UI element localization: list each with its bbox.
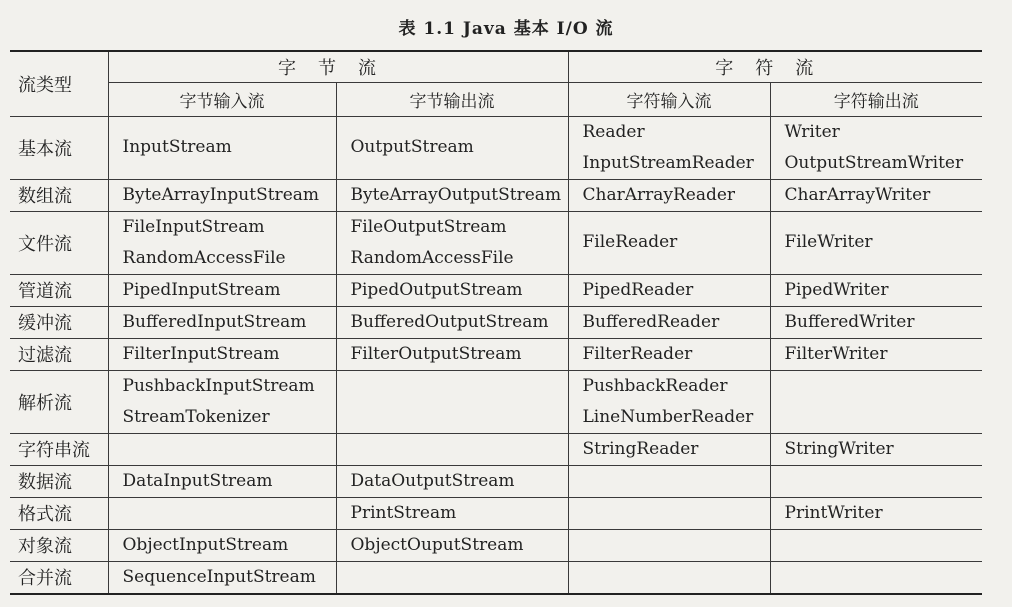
byte-input-cell: [108, 561, 336, 594]
char-output-cell: [770, 274, 982, 306]
byte-input-cell: [108, 211, 336, 274]
table-row: [10, 465, 982, 497]
byte-output-cell: [336, 497, 568, 529]
header-char-output: 字符输出流: [770, 82, 982, 116]
byte-input-cell: [108, 497, 336, 529]
char-output-cell: [770, 370, 982, 433]
char-output-cell: [770, 497, 982, 529]
table-row: [10, 433, 982, 465]
table-row: [10, 497, 982, 529]
class-name: BufferedWriter: [784, 311, 915, 332]
byte-output-cell: [336, 179, 568, 211]
class-name: FileOutputStream: [350, 216, 507, 237]
table-row: [10, 370, 982, 433]
stream-type-cell: 对象流: [10, 529, 108, 561]
byte-output-cell: [336, 465, 568, 497]
byte-output-cell: [336, 529, 568, 561]
class-name: InputStream: [122, 137, 232, 157]
class-name: PipedOutputStream: [350, 279, 523, 300]
class-name: SequenceInputStream: [122, 566, 316, 587]
header-byte-input: 字节输入流: [108, 82, 336, 116]
header-stream-type: 流类型: [10, 51, 108, 116]
char-input-cell: [568, 433, 770, 465]
byte-input-cell: [108, 433, 336, 465]
table-row: [10, 306, 982, 338]
char-input-cell: [568, 274, 770, 306]
char-output-cell: [770, 433, 982, 465]
char-input-cell: [568, 465, 770, 497]
header-char-streams: 字符流: [568, 51, 982, 82]
class-name: FilterReader: [582, 343, 693, 364]
char-input-cell: [568, 497, 770, 529]
char-input-cell: [568, 211, 770, 274]
byte-input-cell: [108, 179, 336, 211]
byte-output-cell: [336, 370, 568, 433]
header-row-directions: [10, 82, 982, 116]
header-row-groups: [10, 51, 982, 82]
char-input-cell: [568, 338, 770, 370]
class-name: DataOutputStream: [350, 470, 515, 491]
char-output-cell: [770, 306, 982, 338]
stream-type-cell: 字符串流: [10, 433, 108, 465]
char-output-cell: [770, 338, 982, 370]
class-name: PushbackInputStream: [122, 375, 315, 396]
class-name: ByteArrayOutputStream: [350, 184, 562, 205]
class-name: RandomAccessFile: [350, 247, 514, 268]
class-name: FilterOutputStream: [350, 343, 522, 364]
class-name: BufferedInputStream: [122, 311, 307, 332]
char-input-cell: [568, 529, 770, 561]
byte-output-cell: [336, 433, 568, 465]
stream-type-cell: 数组流: [10, 179, 108, 211]
char-output-cell: [770, 561, 982, 594]
char-input-cell: [568, 561, 770, 594]
stream-type-cell: 格式流: [10, 497, 108, 529]
class-name: InputStreamReader: [582, 152, 754, 173]
byte-input-cell: [108, 338, 336, 370]
byte-output-cell: [336, 338, 568, 370]
stream-type-cell: 管道流: [10, 274, 108, 306]
stream-type-cell: 基本流: [10, 116, 108, 179]
class-name: BufferedReader: [582, 311, 720, 332]
class-name: StreamTokenizer: [122, 406, 270, 427]
table-row: [10, 529, 982, 561]
class-name: PipedReader: [582, 279, 694, 300]
class-name: PrintStream: [350, 502, 457, 523]
class-name: FileInputStream: [122, 216, 265, 237]
class-name: CharArrayWriter: [784, 184, 931, 205]
byte-input-cell: [108, 274, 336, 306]
byte-output-cell: [336, 211, 568, 274]
char-input-cell: [568, 116, 770, 179]
class-name: OutputStream: [350, 137, 474, 157]
table-row: [10, 338, 982, 370]
class-name: Reader: [582, 121, 645, 142]
stream-type-cell: 数据流: [10, 465, 108, 497]
byte-output-cell: [336, 306, 568, 338]
class-name: FileReader: [582, 232, 678, 252]
stream-type-cell: 缓冲流: [10, 306, 108, 338]
table-row: [10, 211, 982, 274]
class-name: ObjectOuputStream: [350, 534, 524, 555]
char-input-cell: [568, 370, 770, 433]
class-name: StringWriter: [784, 438, 894, 459]
char-input-cell: [568, 306, 770, 338]
class-name: PrintWriter: [784, 502, 883, 523]
char-input-cell: [568, 179, 770, 211]
class-name: DataInputStream: [122, 470, 273, 491]
class-name: ObjectInputStream: [122, 534, 289, 555]
table-body: [10, 116, 982, 594]
char-output-cell: [770, 211, 982, 274]
class-name: RandomAccessFile: [122, 247, 286, 268]
class-name: PipedWriter: [784, 279, 889, 300]
table-row: [10, 274, 982, 306]
stream-type-cell: 合并流: [10, 561, 108, 594]
class-name: ByteArrayInputStream: [122, 184, 320, 205]
class-name: BufferedOutputStream: [350, 311, 549, 332]
table-row: [10, 116, 982, 179]
class-name: FileWriter: [784, 232, 873, 252]
java-io-stream-table: [10, 50, 982, 595]
class-name: PushbackReader: [582, 375, 728, 396]
byte-input-cell: [108, 529, 336, 561]
stream-type-cell: 文件流: [10, 211, 108, 274]
byte-input-cell: [108, 370, 336, 433]
byte-input-cell: [108, 116, 336, 179]
header-byte-output: 字节输出流: [336, 82, 568, 116]
byte-input-cell: [108, 306, 336, 338]
char-output-cell: [770, 465, 982, 497]
stream-type-cell: 过滤流: [10, 338, 108, 370]
char-output-cell: [770, 116, 982, 179]
table-row: [10, 179, 982, 211]
byte-input-cell: [108, 465, 336, 497]
class-name: FilterInputStream: [122, 343, 280, 364]
char-output-cell: [770, 529, 982, 561]
class-name: OutputStreamWriter: [784, 152, 964, 173]
class-name: FilterWriter: [784, 343, 888, 364]
byte-output-cell: [336, 116, 568, 179]
byte-output-cell: [336, 274, 568, 306]
table-caption: 表 1.1 Java 基本 I/O 流: [398, 19, 614, 39]
table-row: [10, 561, 982, 594]
class-name: LineNumberReader: [582, 406, 754, 427]
class-name: StringReader: [582, 438, 699, 459]
class-name: Writer: [784, 121, 840, 142]
header-char-input: 字符输入流: [568, 82, 770, 116]
header-byte-streams: 字节流: [108, 51, 568, 82]
class-name: PipedInputStream: [122, 279, 281, 300]
stream-type-cell: 解析流: [10, 370, 108, 433]
class-name: CharArrayReader: [582, 184, 736, 205]
byte-output-cell: [336, 561, 568, 594]
char-output-cell: [770, 179, 982, 211]
